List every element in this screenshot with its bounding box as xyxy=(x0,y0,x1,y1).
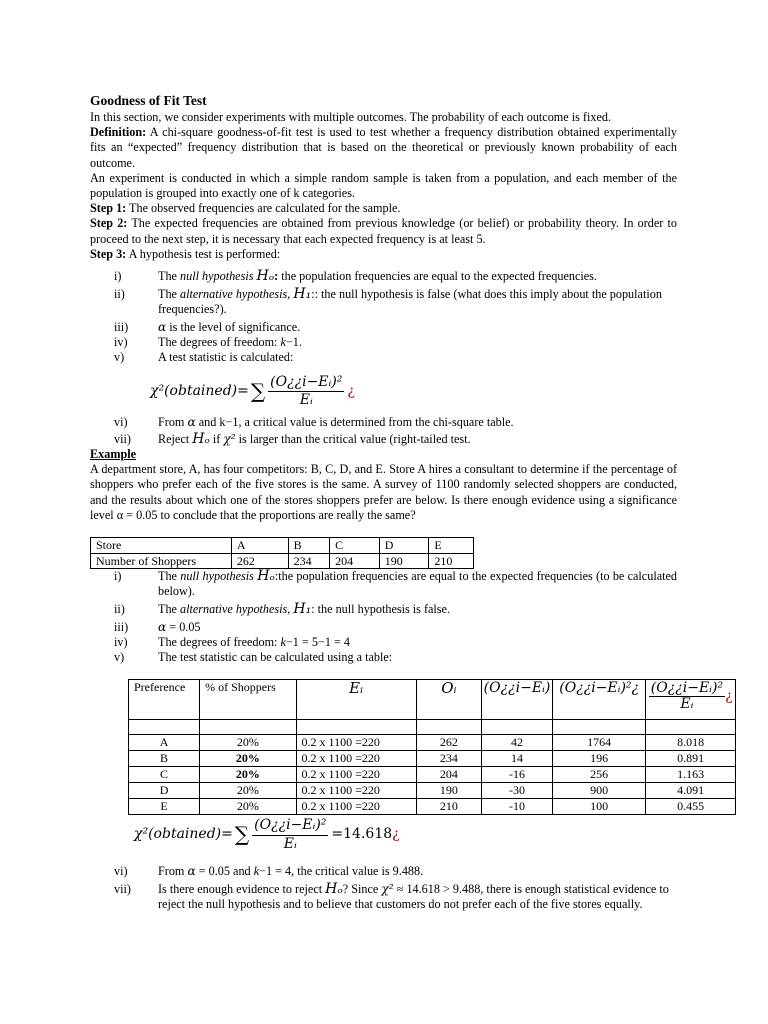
list-item: v) The test statistic can be calculated using a table: xyxy=(114,650,393,665)
step1-paragraph xyxy=(90,201,677,216)
step2-text: The expected frequencies are obtained from previous knowledge (or belief) or probability theory. In order to proceed to the next step, it is necessary that each expected frequency is at least 5. xyxy=(90,216,677,246)
example-paragraph: A department store, A, has four competitors: B, C, D, and E. Store A hires a consultant to determine if the percentage of shoppers who prefer each of the five stores is the same. A survey of 1100 randomly selected shoppers are conducted, and the results about which one of the stores shoppers prefer are below. Is there enough evidence using a significance level α = 0.05 to conclude that the proportions are really the same? xyxy=(90,462,677,522)
list-item: iv) The degrees of freedom: k−1 = 5−1 = 4 xyxy=(114,634,350,649)
step3-text: A hypothesis test is performed: xyxy=(126,246,281,261)
step1-text: The observed frequencies are calculated for the sample. xyxy=(126,201,401,216)
example-list xyxy=(90,569,677,665)
list-item: ii) The alternative hypothesis, H₁:: the null hypothesis is false (what does this imply about the population frequencies?). xyxy=(114,286,662,317)
step1-label: Step 1: xyxy=(90,201,127,216)
list-item: i) The null hypothesis Hₒ:the population frequencies are equal to the expected frequencies (to be calculated below). xyxy=(114,568,677,599)
list-item: i) The null hypothesis Hₒ: the population frequencies are equal to the expected frequencies. xyxy=(114,268,597,285)
table-row: C 20% 0.2 x 1100 =220 204 -16 256 1.163 xyxy=(129,767,736,783)
list-item: vi) From α = 0.05 and k−1 = 4, the critical value is 9.488. xyxy=(114,863,424,878)
step2-label: Step 2: xyxy=(90,216,128,231)
list-item: ii) The alternative hypothesis, H₁: the null hypothesis is false. xyxy=(114,601,451,618)
definition-text: A chi-square goodness-of-fit test is used to test whether a frequency distribution obtained experimentally fits an “expected” frequency distribution that is based on the theoretical or previously known probability of each outcome. xyxy=(90,125,677,170)
table-row: B 20% 0.2 x 1100 =220 234 14 196 0.891 xyxy=(129,751,736,767)
intro-paragraph: In this section, we consider experiments with multiple outcomes. The probability of each outcome is fixed. xyxy=(90,110,612,124)
document-page xyxy=(90,93,733,912)
table-row: A 20% 0.2 x 1100 =220 262 42 1764 8.018 xyxy=(129,735,736,751)
table-header-row: Preference % of Shoppers Eᵢ Oᵢ (O¿¿i−Eᵢ) (O¿¿i−Eᵢ)²¿ $\frac{\text{(O¿¿i−Eᵢ)²}}{\text{Eᵢ}}$ ¿ xyxy=(129,680,736,720)
list-item: vi) From α and k−1, a critical value is determined from the chi-square table. xyxy=(114,414,514,429)
table-row: D 20% 0.2 x 1100 =220 190 -30 900 4.091 xyxy=(129,783,736,799)
step3-paragraph xyxy=(90,247,677,262)
list-item: iv) The degrees of freedom: k−1. xyxy=(114,334,302,349)
table-row: Store A B C D E xyxy=(91,538,474,554)
example-heading: Example xyxy=(90,447,137,462)
definition-label: Definition: xyxy=(90,125,147,140)
chi-square-result-formula: χ²(obtained)= ∑ $\frac{\text{(O¿¿i−Eᵢ)²}}{\text{Eᵢ}}$ =14.618 ¿ xyxy=(134,817,400,852)
shoppers-table xyxy=(90,537,474,569)
definition-paragraph xyxy=(90,125,677,171)
conclusion-list xyxy=(90,864,677,913)
chi-square-formula: χ²(obtained)= ∑ $\frac{\text{(O¿¿i−Eᵢ)²}}{\text{Eᵢ}}$ ¿ xyxy=(150,374,355,409)
experiment-paragraph: An experiment is conducted in which a simple random sample is taken from a population, and each member of the population is grouped into exactly one of k categories. xyxy=(90,170,677,201)
list-item: v) A test statistic is calculated: xyxy=(114,350,294,365)
table-row: E 20% 0.2 x 1100 =220 210 -10 100 0.455 xyxy=(129,799,736,815)
calculation-table xyxy=(128,679,736,815)
table-row: Number of Shoppers 262 234 204 190 210 xyxy=(91,553,474,569)
procedure-list xyxy=(90,269,677,447)
step3-label: Step 3: xyxy=(90,246,127,261)
table-spacer-row xyxy=(129,720,736,735)
list-item: vii) Reject Hₒ if χ² is larger than the critical value (right-tailed test. xyxy=(114,430,471,447)
list-item: iii) α = 0.05 xyxy=(114,619,201,634)
list-item: vii) Is there enough evidence to reject Hₒ? Since χ² ≈ 14.618 > 9.488, there is enough statistical evidence to reject the null hypothesis and to believe that customers do not prefer each of the five stores equally. xyxy=(114,880,669,912)
page-title: Goodness of Fit Test xyxy=(90,93,207,108)
step2-paragraph xyxy=(90,216,677,246)
list-item: iii) α is the level of significance. xyxy=(114,319,301,334)
